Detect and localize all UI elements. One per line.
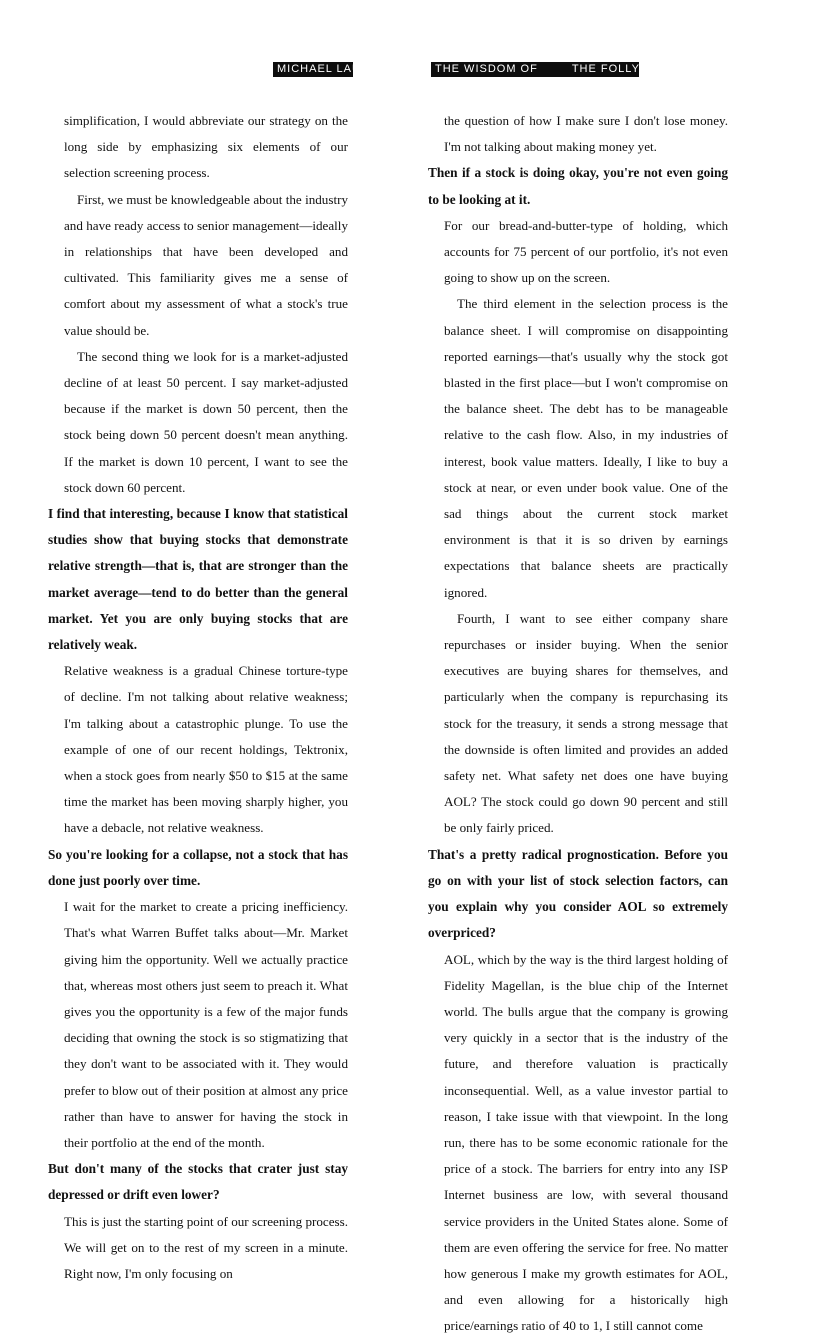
paragraph: the question of how I make sure I don't lose money. I'm not talking about making money yet.: [444, 113, 728, 155]
paragraph: This is just the starting point of our screening process. We will get on to the rest of my screen in a minute. Right now, I'm only focusing on: [64, 1213, 348, 1281]
paragraph: I wait for the market to create a pricing inefficiency. That's what Warren Buffet talks about—Mr. Market giving him the opportunity. Well we actually practice that, whereas most others just seem to preach it. What gives you the opportunity is a few of the major funds deciding that owning the stock is so stigmatizing that they don't want to be associated with it. They would prefer to blow out of their position at almost any price rather than have to answer for having the stock in their portfolio at the end of the month.: [64, 899, 348, 1150]
right-column: [428, 108, 728, 1340]
running-head-title-part2: THE FOLLY OF FAD: [571, 63, 690, 75]
paragraph: First, we must be knowledgeable about the industry and have ready access to senior management—ideally in relationships that have been developed and cultivated. This familiarity gives me a sense of comfort about my assessment of what a stock's true value should be.: [64, 191, 348, 338]
interview-question: So you're looking for a collapse, not a stock that has done just poorly over time.: [48, 846, 348, 888]
running-head-author: MICHAEL LAUER: [273, 62, 353, 77]
interview-question: I find that interesting, because I know that statistical studies show that buying stocks that demonstrate relative strength—that is, that are stronger than the market average—tend to do better than the general market. Yet you are only buying stocks that are relatively weak.: [48, 506, 348, 653]
interview-question: But don't many of the stocks that crater just stay depressed or drift even lower?: [48, 1161, 348, 1203]
paragraph: simplification, I would abbreviate our strategy on the long side by emphasizing six elements of our selection screening process.: [64, 113, 348, 181]
interview-question: That's a pretty radical prognostication. Before you go on with your list of stock selection factors, can you explain why you consider AOL so extremely overpriced?: [428, 846, 728, 941]
interview-question: Then if a stock is doing okay, you're not even going to be looking at it.: [428, 165, 728, 207]
paragraph: For our bread-and-butter-type of holding, which accounts for 75 percent of our portfolio, it's not even going to show up on the screen.: [444, 217, 728, 286]
paragraph: The second thing we look for is a market-adjusted decline of at least 50 percent. I say market-adjusted because if the market is down 50 percent, then the stock being down 50 percent doesn't mean anything. If the market is down 10 percent, I want to see the stock down 60 percent.: [64, 348, 348, 495]
paragraph: Relative weakness is a gradual Chinese torture-type of decline. I'm not talking about relative weakness; I'm talking about a catastrophic plunge. To use the example of one of our recent holdings, Tektronix, when a stock goes from nearly $50 to $15 at the same time the market has been moving sharply higher, you have a debacle, not relative weakness.: [64, 663, 348, 836]
running-head-title: [431, 62, 690, 77]
paragraph: AOL, which by the way is the third largest holding of Fidelity Magellan, is the blue chip of the Internet world. The bulls argue that the company is growing very quickly in a sector that is the industry of the future, and therefore valuation is practically inconsequential. Well, as a value investor partial to reason, I take issue with that viewpoint. In the long run, there has to be some economic rationale for the price of a stock. The barriers for entry into any ISP Internet business are low, with several thousand service providers in the United States alone. Some of them are even offering the service for free. No matter how generous I make my growth estimates for AOL, and even allowing for a historically high price/earnings ratio of 40 to 1, I still cannot come: [444, 951, 728, 1334]
paragraph: The third element in the selection process is the balance sheet. I will compromise on disappointing reported earnings—that's usually why the stock got blasted in the first place—but I won't compromise on the balance sheet. The debt has to be manageable relative to the cash flow. Also, in my industries of interest, book value matters. Ideally, I like to buy a stock at near, or even under book value. One of the sad things about the current stock market environment is that it is so driven by earnings expectations that balance sheets are practically ignored.: [444, 296, 728, 600]
running-head-title-part1: THE WISDOM OF: [435, 63, 538, 75]
left-column: [48, 108, 348, 1287]
paragraph: Fourth, I want to see either company share repurchases or insider buying. When the senior executives are buying shares for themselves, and particularly when the company is repurchasing its stock for the treasury, it sends a strong message that the downside is often limited and provides an added safety net. What safety net does one have buying AOL? The stock could go down 90 percent and still be only fairly priced.: [444, 610, 728, 836]
